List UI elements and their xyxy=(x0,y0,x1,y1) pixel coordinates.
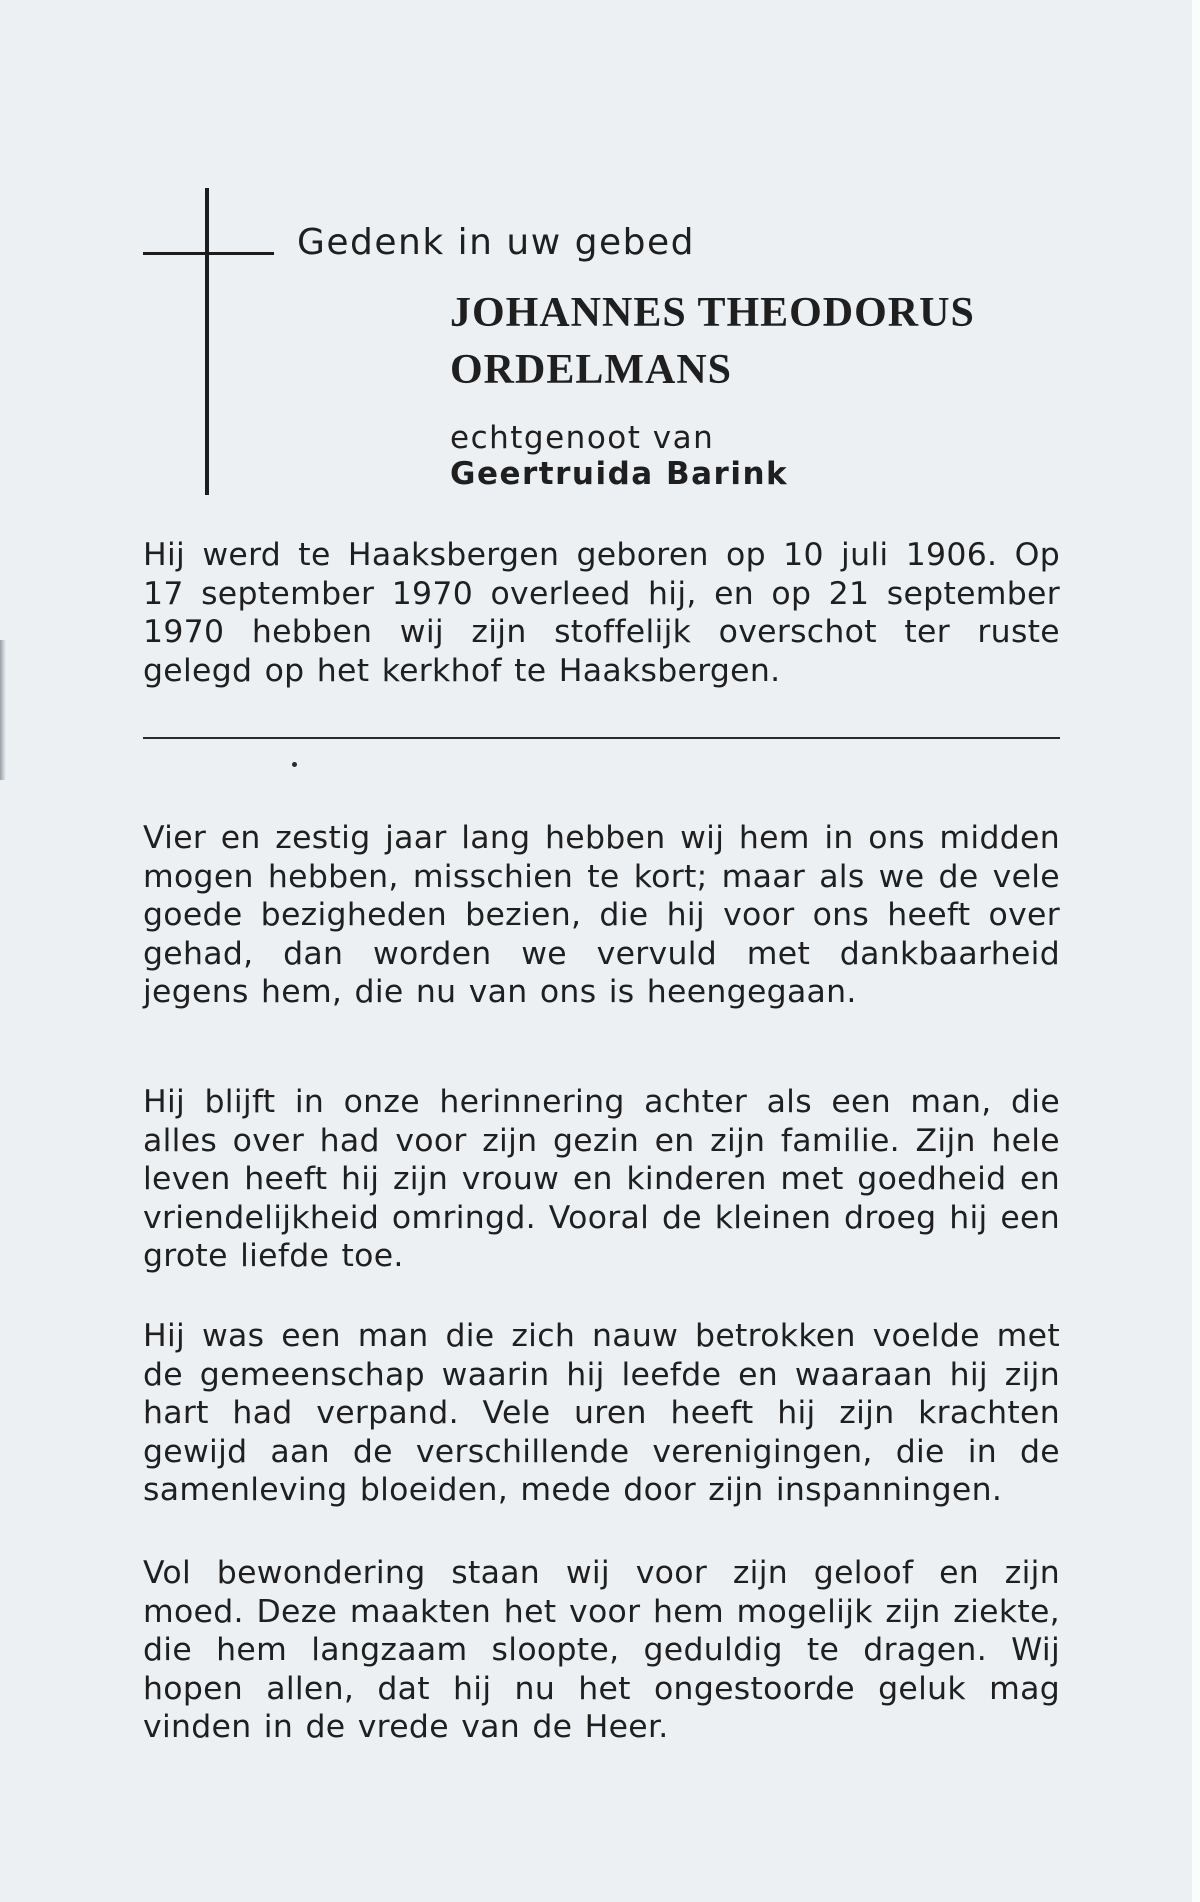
spouse-label: echtgenoot van xyxy=(450,420,715,456)
card-edge-shadow xyxy=(0,640,6,780)
tribute-paragraph-3: Hij was een man die zich nauw betrokken voelde met de gemeenschap waarin hij leefde en waaraan hij zijn hart had verpand. Vele uren heeft hij zijn krachten gewijd aan de verschillende verenigingen, die in de samenleving bloeiden, mede door zijn inspanningen. xyxy=(143,1318,1060,1508)
biography-paragraph: Hij werd te Haaksbergen geboren op 10 juli 1906. Op 17 september 1970 overleed hij, en op 21 september 1970 hebben wij zijn stoffelijk overschot ter ruste gelegd op het kerkhof te Haaksbergen. xyxy=(143,537,1060,689)
cross-icon xyxy=(205,188,209,495)
intro-text: Gedenk in uw gebed xyxy=(297,222,695,263)
section-divider xyxy=(143,737,1060,739)
spouse-name: Geertruida Barink xyxy=(450,456,789,492)
ink-speck xyxy=(292,762,297,767)
deceased-name-line-2: ORDELMANS xyxy=(450,347,733,393)
tribute-paragraph-1: Vier en zestig jaar lang hebben wij hem in ons midden mogen hebben, misschien te kort; maar als we de vele goede bezigheden bezien, die hij voor ons heeft over gehad, dan worden we vervuld met dankbaarheid jegens hem, die nu van ons is heengegaan. xyxy=(143,820,1060,1010)
tribute-paragraph-4: Vol bewondering staan wij voor zijn geloof en zijn moed. Deze maakten het voor hem mogelijk zijn ziekte, die hem langzaam sloopte, geduldig te dragen. Wij hopen allen, dat hij nu het ongestoorde geluk mag vinden in de vrede van de Heer. xyxy=(143,1555,1060,1745)
scan-margin xyxy=(1192,0,1200,1902)
deceased-name-line-1: JOHANNES THEODORUS xyxy=(450,290,975,336)
cross-icon-bar xyxy=(143,252,274,255)
tribute-paragraph-2: Hij blijft in onze herinnering achter als een man, die alles over had voor zijn gezin en zijn familie. Zijn hele leven heeft hij zijn vrouw en kinderen met goedheid en vriendelijkheid omringd. Vooral de kleinen droeg hij een grote liefde toe. xyxy=(143,1084,1060,1274)
